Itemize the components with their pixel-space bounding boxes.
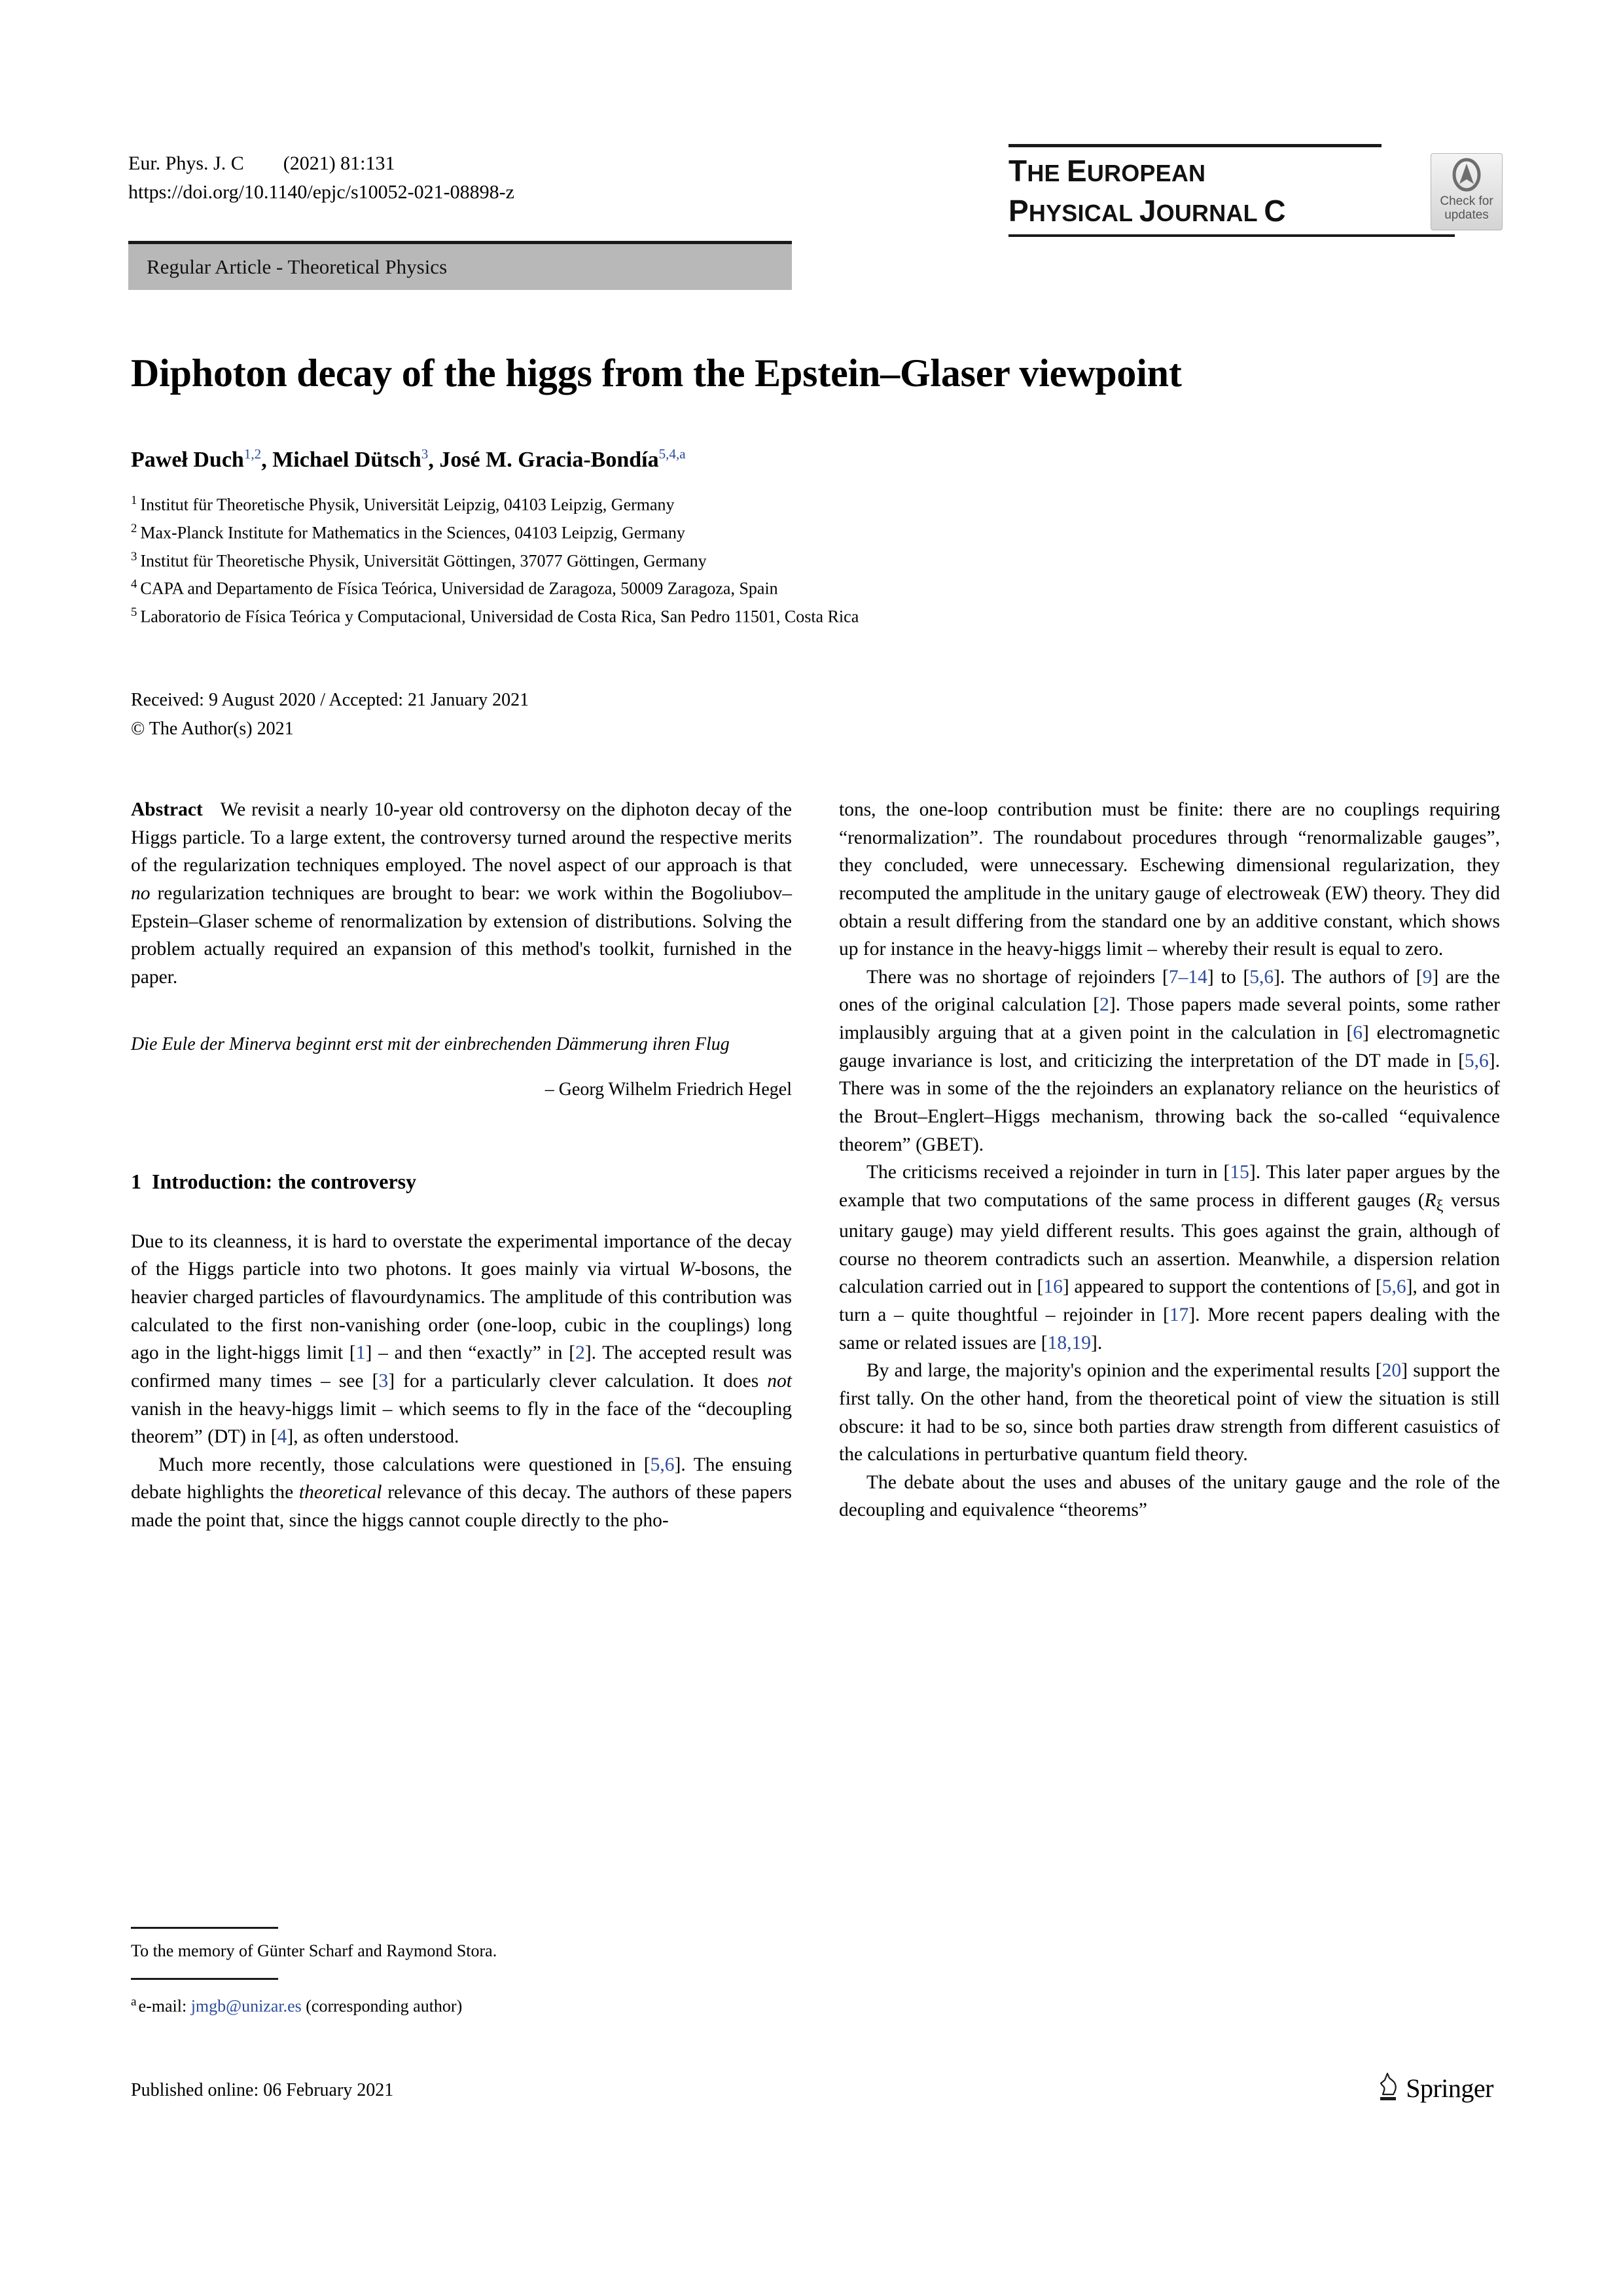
r2-text-c: ]. The authors of [: [1274, 966, 1423, 988]
crossmark-icon: [1448, 158, 1485, 194]
p1-text-d: ]. The accepted result was confirmed many times – see [: [131, 1342, 792, 1391]
citation-ref[interactable]: 4: [277, 1426, 287, 1448]
affiliation-list: [131, 491, 1499, 631]
masthead-rule-top: [1008, 144, 1382, 147]
masthead-line-1: [1008, 151, 1382, 191]
r3-text-e: ], and got in turn a – quite thoughtful – rejoinder in [: [839, 1276, 1500, 1326]
masthead-hysical: HYSICAL: [1028, 200, 1139, 227]
affiliation-text: Institut für Theoretische Physik, Universität Leipzig, 04103 Leipzig, Germany: [140, 495, 675, 514]
citation-ref[interactable]: 17: [1169, 1304, 1189, 1326]
masthead-uropean: UROPEAN: [1086, 160, 1206, 187]
affiliation-item: [131, 603, 1499, 631]
body-paragraph: [839, 963, 1500, 1158]
citation-ref[interactable]: 18,19: [1047, 1332, 1091, 1354]
masthead-p: P: [1008, 194, 1029, 228]
article-type-label: Regular Article - Theoretical Physics: [147, 255, 448, 278]
footnote-dedication: To the memory of Günter Scharf and Raymond Stora.: [131, 1941, 497, 1960]
p1-emphasis-not: not: [767, 1370, 792, 1391]
published-online-date: Published online: 06 February 2021: [131, 2080, 394, 2100]
copyright-line: © The Author(s) 2021: [131, 719, 294, 740]
epigraph-quote: Die Eule der Minerva beginnt erst mit der einbrechenden Dämmerung ihren Flug: [131, 1034, 730, 1055]
affiliation-item: [131, 547, 1499, 575]
p1-text-f: vanish in the heavy-higgs limit – which seems to fly in the face of the “decoupling theorem” (DT) in [: [131, 1398, 792, 1448]
r2-text-g: ]. There was in some of the the rejoinders an explanatory reliance on the heuristics of the Brout–Englert–Higgs mechanism, throwing back the so-called “equivalence theorem” (GBET).: [839, 1050, 1500, 1155]
body-paragraph: tons, the one-loop contribution must be finite: there are no couplings requiring “renormalization”. The roundabout procedures through “renormalizable gauges”, they concluded, were unnecessary. Eschewing dimensional regularization, they recomputed the amplitude in the unitary gauge of electroweak (EW) theory. They did obtain a result differing from the standard one by an additive constant, which shows up for instance in the heavy-higgs limit – whereby their result is equal to zero.: [839, 799, 1500, 960]
body-paragraph: [131, 1451, 792, 1535]
citation-ref[interactable]: 16: [1043, 1276, 1063, 1298]
citation-ref[interactable]: 1: [355, 1342, 366, 1364]
body-paragraph: [839, 1357, 1500, 1469]
p1-emphasis-W: W: [678, 1259, 695, 1280]
journal-reference-block: [128, 149, 514, 206]
author-3-affil-marker: 5,4,a: [658, 446, 686, 462]
email-link[interactable]: jmgb@unizar.es: [190, 1996, 302, 2016]
citation-ref[interactable]: 20: [1382, 1360, 1402, 1382]
masthead-rule-bottom: [1008, 234, 1455, 237]
affiliation-item: [131, 491, 1499, 519]
publication-dates: [131, 686, 529, 744]
author-2-name: Michael Dütsch: [272, 448, 421, 473]
citation-ref[interactable]: 3: [378, 1370, 389, 1391]
section-number: 1: [131, 1169, 141, 1193]
p1-text-g: ], as often understood.: [287, 1426, 459, 1448]
abstract-label: Abstract: [131, 799, 203, 820]
author-3-name: José M. Gracia-Bondía: [439, 448, 659, 473]
masthead-t: T: [1008, 154, 1027, 188]
footnote-marker: a: [131, 1995, 137, 2009]
affiliation-item: [131, 575, 1499, 603]
affiliation-item: [131, 519, 1499, 547]
affiliation-number: 2: [131, 521, 137, 535]
masthead-c: C: [1264, 194, 1286, 228]
received-accepted-line: Received: 9 August 2020 / Accepted: 21 January 2021: [131, 690, 529, 710]
body-paragraph: [839, 1158, 1500, 1357]
crossmark-badge[interactable]: [1431, 153, 1503, 230]
author-1-name: Paweł Duch: [131, 448, 244, 473]
masthead-he: HE: [1027, 160, 1067, 187]
masthead-ournal: OURNAL: [1156, 200, 1264, 227]
footnote-rule-2: [131, 1978, 278, 1980]
p1-text-c: ] – and then “exactly” in [: [365, 1342, 576, 1364]
abstract-emphasis-no: no: [131, 882, 151, 904]
footnote-email: [131, 1993, 792, 2019]
footnote-rule-1: [131, 1927, 278, 1929]
crossmark-line-1: Check for: [1440, 194, 1493, 208]
email-prefix: e-mail:: [138, 1996, 191, 2016]
p2-emphasis-theoretical: theoretical: [298, 1482, 382, 1503]
abstract-paragraph: [131, 796, 792, 991]
doi-link[interactable]: https://doi.org/10.1140/epjc/s10052-021-08898-z: [128, 181, 514, 203]
citation-ref[interactable]: 2: [575, 1342, 585, 1364]
r3-math-R: R: [1424, 1189, 1436, 1211]
affiliation-number: 1: [131, 493, 137, 507]
column-left: [131, 796, 792, 1535]
affiliation-text: Laboratorio de Física Teórica y Computacional, Universidad de Costa Rica, San Pedro 11501, Costa Rica: [140, 607, 859, 626]
r4-text-b: ] support the first tally. On the other hand, from the theoretical point of view the situation is still obscure: it had to be so, since both parties draw strength from different casuistics of the calculations in perturbative quantum field theory.: [839, 1360, 1500, 1465]
author-sep-2: ,: [428, 448, 440, 473]
author-1-affil-marker: 1,2: [243, 446, 262, 462]
masthead-line-2: [1008, 191, 1382, 231]
section-title: Introduction: the controversy: [152, 1169, 417, 1193]
citation-ref[interactable]: 5,6: [1249, 966, 1274, 988]
citation-ref[interactable]: 5,6: [650, 1454, 675, 1475]
r3-math-xi: ξ: [1436, 1196, 1444, 1215]
p2-text-b: ]. The ensuing debate highlights the: [131, 1454, 792, 1503]
r2-text-f: ] electromagnetic gauge invariance is lost, and criticizing the interpretation of the DT made in [: [839, 1022, 1500, 1071]
author-list: [131, 446, 1499, 473]
r3-text-d: ] appeared to support the contentions of [: [1062, 1276, 1382, 1298]
r2-text-a: There was no shortage of rejoinders [: [866, 966, 1169, 988]
affiliation-text: Max-Planck Institute for Mathematics in the Sciences, 04103 Leipzig, Germany: [140, 523, 685, 543]
citation-ref[interactable]: 6: [1353, 1022, 1363, 1043]
affiliation-number: 4: [131, 577, 137, 592]
p1-text-a: Due to its cleanness, it is hard to overstate the experimental importance of the decay of the Higgs particle into two photons. It goes mainly via virtual: [131, 1230, 792, 1280]
p2-text-a: Much more recently, those calculations were questioned in [: [158, 1454, 651, 1475]
article-type-banner: [128, 244, 792, 290]
citation-ref[interactable]: 5,6: [1382, 1276, 1406, 1298]
author-sep-1: ,: [261, 448, 273, 473]
abstract-text-1: We revisit a nearly 10-year old controversy on the diphoton decay of the Higgs particle. To a large extent, the controversy turned around the respective merits of the regularization techniques employed. The novel aspect of our approach is that: [131, 799, 793, 876]
affiliation-number: 5: [131, 605, 137, 620]
author-1: [131, 448, 261, 472]
abstract-text-2: regularization techniques are brought to bear: we work within the Bogoliubov–Epstein–Glaser scheme of renormalization by extension of distributions. Solving the problem actually required an expansion of this method's toolkit, furnished in the paper.: [131, 882, 792, 988]
footnote-block: [131, 1927, 792, 2019]
r3-text-a: The criticisms received a rejoinder in turn in [: [866, 1162, 1230, 1183]
r2-text-d: ] are the ones of the original calculation [: [839, 966, 1500, 1016]
journal-masthead: [1008, 144, 1382, 231]
springer-wordmark: Springer: [1406, 2073, 1493, 2103]
section-heading: [131, 1166, 792, 1196]
citation-ref[interactable]: 2: [1099, 994, 1109, 1016]
masthead-j: J: [1139, 194, 1156, 228]
springer-chess-knight-icon: [1377, 2072, 1399, 2104]
r2-text-e: ]. Those papers made several points, some rather implausibly arguing that at a given point in the calculation in [: [839, 994, 1500, 1043]
springer-logo-block: [1377, 2072, 1493, 2104]
epigraph-block: [131, 1031, 792, 1103]
masthead-e: E: [1066, 154, 1087, 188]
citation-ref[interactable]: 15: [1230, 1162, 1249, 1183]
p2-text-c: relevance of this decay. The authors of these papers made the point that, since the higgs cannot couple directly to the pho-: [131, 1482, 792, 1532]
p1-text-b: -bosons, the heavier charged particles of flavourdynamics. The amplitude of this contribution was calculated to the first non-vanishing order (one-loop, cubic in the couplings) long ago in the light-higgs limit [: [131, 1259, 792, 1364]
author-3: [439, 448, 685, 472]
affiliation-number: 3: [131, 549, 137, 564]
r3-text-g: ].: [1091, 1332, 1103, 1354]
author-2: [272, 448, 428, 472]
author-2-affil-marker: 3: [421, 446, 429, 462]
affiliation-text: Institut für Theoretische Physik, Universität Göttingen, 37077 Göttingen, Germany: [140, 551, 707, 571]
citation-ref[interactable]: 5,6: [1464, 1050, 1489, 1071]
page-title: Diphoton decay of the higgs from the Epstein–Glaser viewpoint: [131, 351, 1182, 395]
citation-ref[interactable]: 7–14: [1168, 966, 1207, 988]
affiliation-text: CAPA and Departamento de Física Teórica, Universidad de Zaragoza, 50009 Zaragoza, Spain: [140, 579, 778, 598]
r3-text-c: versus unitary gauge) may yield different results. This goes against the grain, although of course no theorem contradicts such an assertion. Meanwhile, a dispersion relation calculation carried out in [: [839, 1189, 1500, 1298]
p1-text-e: ] for a particularly clever calculation. It does: [388, 1370, 768, 1391]
r4-text-a: By and large, the majority's opinion and the experimental results [: [866, 1360, 1382, 1382]
crossmark-line-2: updates: [1444, 207, 1489, 222]
epigraph-attribution: – Georg Wilhelm Friedrich Hegel: [544, 1079, 792, 1100]
r3-text-f: ]. More recent papers dealing with the same or related issues are [: [839, 1304, 1501, 1354]
column-right: [839, 796, 1500, 1524]
body-paragraph: [131, 1228, 792, 1451]
email-suffix: (corresponding author): [301, 1996, 463, 2016]
r3-text-b: ]. This later paper argues by the example that two computations of the same process in different gauges (: [839, 1162, 1501, 1211]
body-paragraph: The debate about the uses and abuses of the unitary gauge and the role of the decoupling and equivalence “theorems”: [839, 1471, 1500, 1521]
journal-citation: Eur. Phys. J. C (2021) 81:131: [128, 152, 395, 174]
citation-ref[interactable]: 9: [1422, 966, 1433, 988]
r2-text-b: ] to [: [1207, 966, 1250, 988]
